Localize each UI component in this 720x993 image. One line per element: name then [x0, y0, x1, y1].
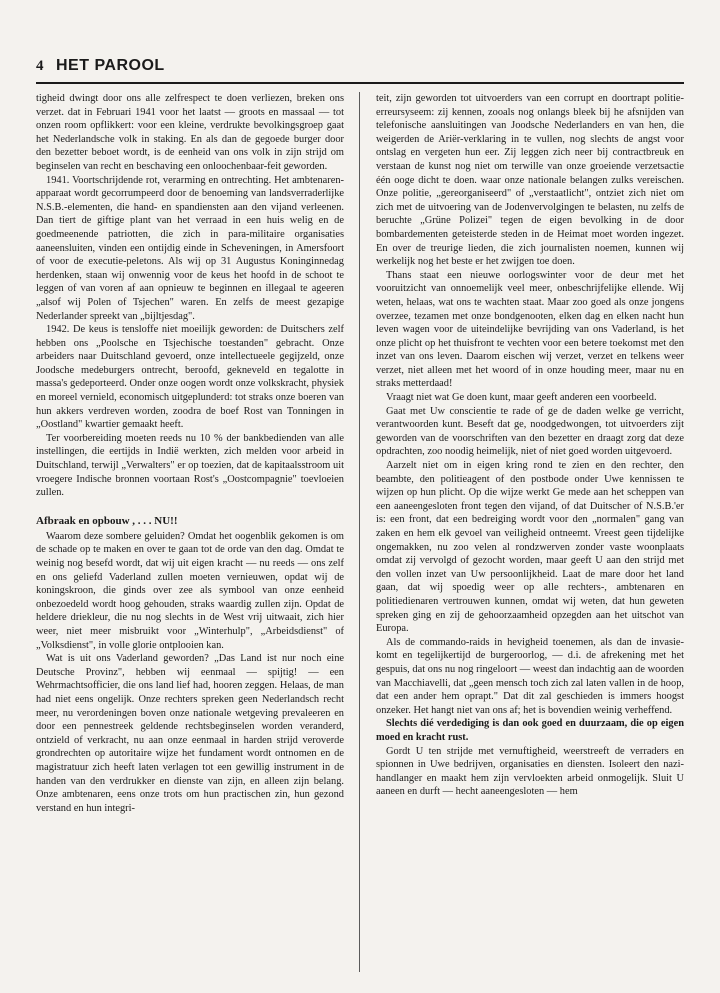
page-header: [36, 56, 684, 84]
column-divider: [359, 92, 360, 972]
left-paragraph: Ter voorbereiding moeten reeds nu 10 % der bankbedienden van alle instellingen, die eertijds in Indië werkten, zich melden voor arbeid in Duitschland, terwijl „Verwalters" er op toezien, dat de kapitaalsstroom uit vroegere Indische bronnen voortaan Rost's „Oostcompagnie" toevloeien zullen.: [36, 432, 344, 499]
right-paragraph: Vraagt niet wat Ge doen kunt, maar geeft anderen een voorbeeld.: [386, 392, 657, 404]
right-paragraph: Als de commando-raids in hevigheid toenemen, als dan de invasie-komt en tegelijkertijd de burgeroorlog, — d.i. de afrekening met het gespuis, dat ons nu nog ringeloort — weest dan indachtig aan de woorden van Macchiavelli, dat „geen mensch toch zich zal laten vallen in de hoop, dat een ander hem oprapt." Dat dit zal geschieden is immers hoogst onzeker. Het hangt niet van ons af; het is bovendien weinig verheffend.: [376, 636, 684, 716]
left-paragraph: 1942. De keus is tensloffe niet moeilijk geworden: de Duitschers zelf hebben ons „Poolsche en Tsjechische toestanden" gebracht. Onze arbeiders naar Duitschland gevoerd, onze intellectueele gegijzeld, onze Joodsche medeburgers ontrecht, beroofd, gekneveld en tegalotte in massa's gedeporteerd. Onder onze oogen wordt onze volkskracht, physiek en moreel vernield, economisch uitgeplunderd: tot straks onze boeren van hun akkers verdreven worden, zoodra de boef Rost van Tonningen in „Oostland" kwartier gemaakt heeft.: [36, 324, 344, 431]
page-number: 4: [36, 58, 44, 74]
right-paragraph: Aarzelt niet om in eigen kring rond te zien en den rechter, den beambte, den politieagent of den postbode onder Uwe kennissen te wijzen op hun plicht. Op die wijze werkt Ge mede aan het scheppen van een aaneengesloten front tegen den vijand, of dat Duitscher of N.S.B.'er is: een front, dat een bedreiging wordt voor den „normalen" gang van zaken en hem elk gevoel van veiligheid ontneemt. Vreest geen tijdelijke ongemakken, nu zoo velen al rondzwerven zonder vaste woonplaats omdat zij vervolgd of gezocht worden, maar geeft U aan den strijd met den vollen inzet van Uw persoonlijkheid. Laat de mare door het land gaan, dat wij spoedig weer op alle rechters-, ambtenaren en politiedienaren vertrouwen kunnen, omdat wij weten, dat hun geweten spreken ging en zij de gehoorzaamheid opzegden aan het uitschot van Europa.: [376, 460, 684, 635]
left-column: [36, 92, 344, 972]
masthead: HET PAROOL: [56, 57, 165, 74]
right-paragraph: Thans staat een nieuwe oorlogswinter voor de deur met het vooruitzicht van onnoemelijk veel meer, onbeschrijfelijke ellende. Wij weten, helaas, wat ons te wachten staat. Maar zoo goed als onze jongens overzee, tezamen met onze bondgenooten, elken dag en elken nacht hun leven wagen voor de uiteindelijke bevrijding van ons Vaderland, is het onze plicht op het thuisfront te vechten voor een betere toekomst met den inzet van ons leven. Daarom eischen wij verzet, verzet en telkens weer verzet, niet alleen met het woord of in onze houding meer, maar nu en straks metterdaad!: [376, 269, 684, 390]
right-paragraph: Gaat met Uw conscientie te rade of ge de daden welke ge verricht, verantwoorden kunt. Beseft dat ge, noodgedwongen, tot uitvoerders zijt geworden van de voorschriften van den bezetter en draagt zorg dat deze opdrachten, zoo noodig heimelijk, niet of niet goed worden uitgevoerd.: [376, 405, 684, 458]
section-heading: Afbraak en opbouw , . . . NU!!: [36, 514, 178, 527]
right-paragraph: teit, zijn geworden tot uitvoerders van een corrupt en doortrapt politie-erreursyseem: zij kennen, zooals nog onlangs bleek bij he afsnijden van telefonische aansluitingen van Joodsche Nederlanders en van hen, die weigerden de Ariër-verklaring in te vullen, nog slechts de angst voor ontslag en vergeten hun eer. Zij leggen zich neer bij contractbreuk en verstaan de kunst nog niet om terwille van onze groeiende verzetsactie één ooge dicht te doen. waar onze nationale belangen zulks vereischen. Onze politie, „gereorganiseerd" of „verstaatlicht", ontziet zich niet om zich met de uitvoering van de Jodenvervolgingen te belasten, nu zelfs de beruchte „Grüne Polizei" tegen de eigen bevolking in de door bombardementen geteisterde steden in de Heimat moet worden ingezet. En over de treurige lieden, die zich journalisten noemen, kunnen wij werkelijk nog het beste er het zwijgen toe doen.: [376, 93, 684, 268]
left-paragraph: Waarom deze sombere geluiden? Omdat het oogenblik gekomen is om de schade op te maken en over te gaan tot de orde van den dag. Omdat te weinig nog besefd wordt, dat wij uit eigen kracht — nu reeds — ons zelf en ons geliefd Vaderland zullen moeten vernieuwen, opdat wij de koningskroon, die ginds over zee als symbool van onze eenheid onbezoedeld wordt hoog gehouden, straks waardig zullen zijn. Opdat de heldere driekleur, die nu nog slechts in de West vrij uitwaait, zich hier weer, niet meer misbruikt voor „Winterhulp", „Arbeidsdienst" of „Volksdienst", in volle glorie ontplooien kan.: [36, 530, 344, 651]
right-paragraph: Gordt U ten strijde met vernuftigheid, weerstreeft de verraders en spionnen in Uwe bedrijven, organisaties en diensten. Isoleert den nazi-handlanger en maakt hem zijn vervloekten arbeid onmogelijk. Sluit U aaneen en durft — hecht aaneengesloten — hem: [376, 745, 684, 798]
left-paragraph: 1941. Voortschrijdende rot, verarming en ontrechting. Het ambtenaren-apparaat wordt gecorrumpeerd door de benoeming van landsverraderlijke N.S.B.-elementen, die hand- en spandiensten aan den vijand verleenen. Dan tiert de giftige plant van het verraad in een huis welig en de goedmeenende patriotten, die zich in para-militaire organisaties aaneensluiten, vinden een ontijdig einde in Scheveningen, in Amersfoort of voor de executie-peletons. Als wij op 31 Augustus Koninginnedag herdenken, staan wij onwennig voor de keus het hoofd in de schoot te leggen of van voren af aan opnieuw te beginnen en illegaal te ageeren „alsof wij Polen of Tsjechen" waren. En zelfs de meest gezapige Nederlander spreekt van „bijltjesdag".: [36, 174, 344, 322]
right-emphasis-paragraph: Slechts dié verdediging is dan ook goed en duurzaam, die op eigen moed en kracht rust.: [376, 718, 684, 743]
right-column: [376, 92, 684, 972]
left-paragraph: Wat is uit ons Vaderland geworden? „Das Land ist nur noch eine Deutsche Provinz", hebben wij eenmaal — spijtig! — een Wehrmachtsofficier, die ons land lief had, hooren zeggen. Helaas, de man had niet eens ongelijk. Onze rechters spreken geen Nederlandsch recht meer, nu verordeningen boven onze nationale wetgeving prevaleeren en door een pennestreek geldende rechtsbeginselen worden veranderd, ontzield of verkracht, nu aan onze eenmaal in harden strijd veroverde grondrechten op autoritaire wijze het fundament wordt ontnomen en de magistratuur zich heeft laten verlagen tot een gewillig instrument in de handen van den verdrukker en dienste van zijn, en alleen zijn belang. Onze ambtenaren, eens onze trots om hun practischen zin, hun gezond verstand en hun integri-: [36, 653, 344, 814]
left-paragraph: tigheid dwingt door ons alle zelfrespect te doen verliezen, breken ons verzet. dat in Februari 1941 voor het laatst — groots en massaal — tot onzen room opflikkert: voor een kleine, verdrukte bevolkingsgroep gaat het Nederlandsche volk in staking. En als dan de gegoede burger door den bezetter beboet wordt, is de eenheid van ons volk in zijn strijd om beginselen van recht en beschaving een onloochenbaar-feit geworden.: [36, 93, 344, 172]
